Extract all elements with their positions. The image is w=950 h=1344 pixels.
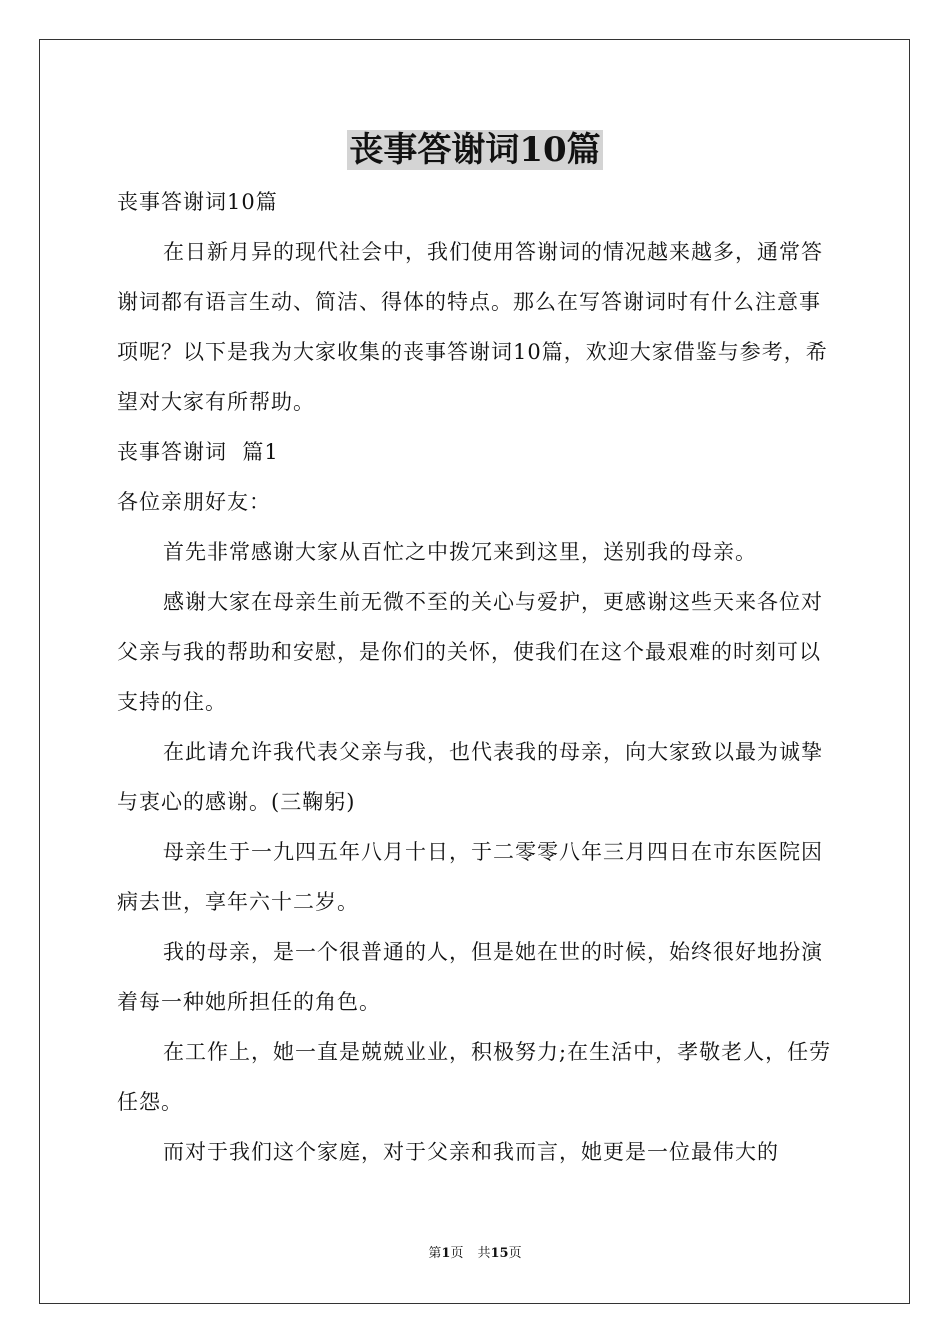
body-paragraph-7: 而对于我们这个家庭，对于父亲和我而言，她更是一位最伟大的 xyxy=(163,1140,779,1164)
salutation: 各位亲朋好友： xyxy=(117,490,271,514)
document-title xyxy=(0,126,950,174)
document-body xyxy=(117,177,842,1177)
body-paragraph-3: 在此请允许我代表父亲与我，也代表我的母亲，向大家致以最为诚挚与衷心的感谢。(三鞠躬) xyxy=(117,740,823,814)
total-prefix: 共 xyxy=(477,1246,491,1261)
page-suffix: 页 xyxy=(450,1246,464,1261)
page-number: 1 xyxy=(441,1246,451,1261)
body-paragraph-6: 在工作上，她一直是兢兢业业，积极努力;在生活中，孝敬老人，任劳任怨。 xyxy=(117,1040,832,1114)
document-subtitle: 丧事答谢词10篇 xyxy=(117,190,278,214)
document-title-text: 丧事答谢词10篇 xyxy=(349,130,601,170)
page-prefix: 第 xyxy=(428,1246,442,1261)
body-paragraph-5: 我的母亲，是一个很普通的人，但是她在世的时候，始终很好地扮演着每一种她所担任的角色。 xyxy=(117,940,823,1014)
body-paragraph-1: 首先非常感谢大家从百忙之中拨冗来到这里，送别我的母亲。 xyxy=(163,540,757,564)
page-footer xyxy=(0,1244,950,1264)
total-suffix: 页 xyxy=(508,1246,522,1261)
section-heading: 丧事答谢词 篇1 xyxy=(117,440,279,464)
body-paragraph-2: 感谢大家在母亲生前无微不至的关心与爱护，更感谢这些天来各位对父亲与我的帮助和安慰，是你们的关怀，使我们在这个最艰难的时刻可以支持的住。 xyxy=(117,590,823,714)
intro-paragraph: 在日新月异的现代社会中，我们使用答谢词的情况越来越多，通常答谢词都有语言生动、简洁、得体的特点。那么在写答谢词时有什么注意事项呢？以下是我为大家收集的丧事答谢词10篇，欢迎大家借鉴与参考，希望对大家有所帮助。 xyxy=(117,240,828,414)
total-pages: 15 xyxy=(490,1246,509,1261)
body-paragraph-4: 母亲生于一九四五年八月十日，于二零零八年三月四日在市东医院因病去世，享年六十二岁。 xyxy=(117,840,823,914)
